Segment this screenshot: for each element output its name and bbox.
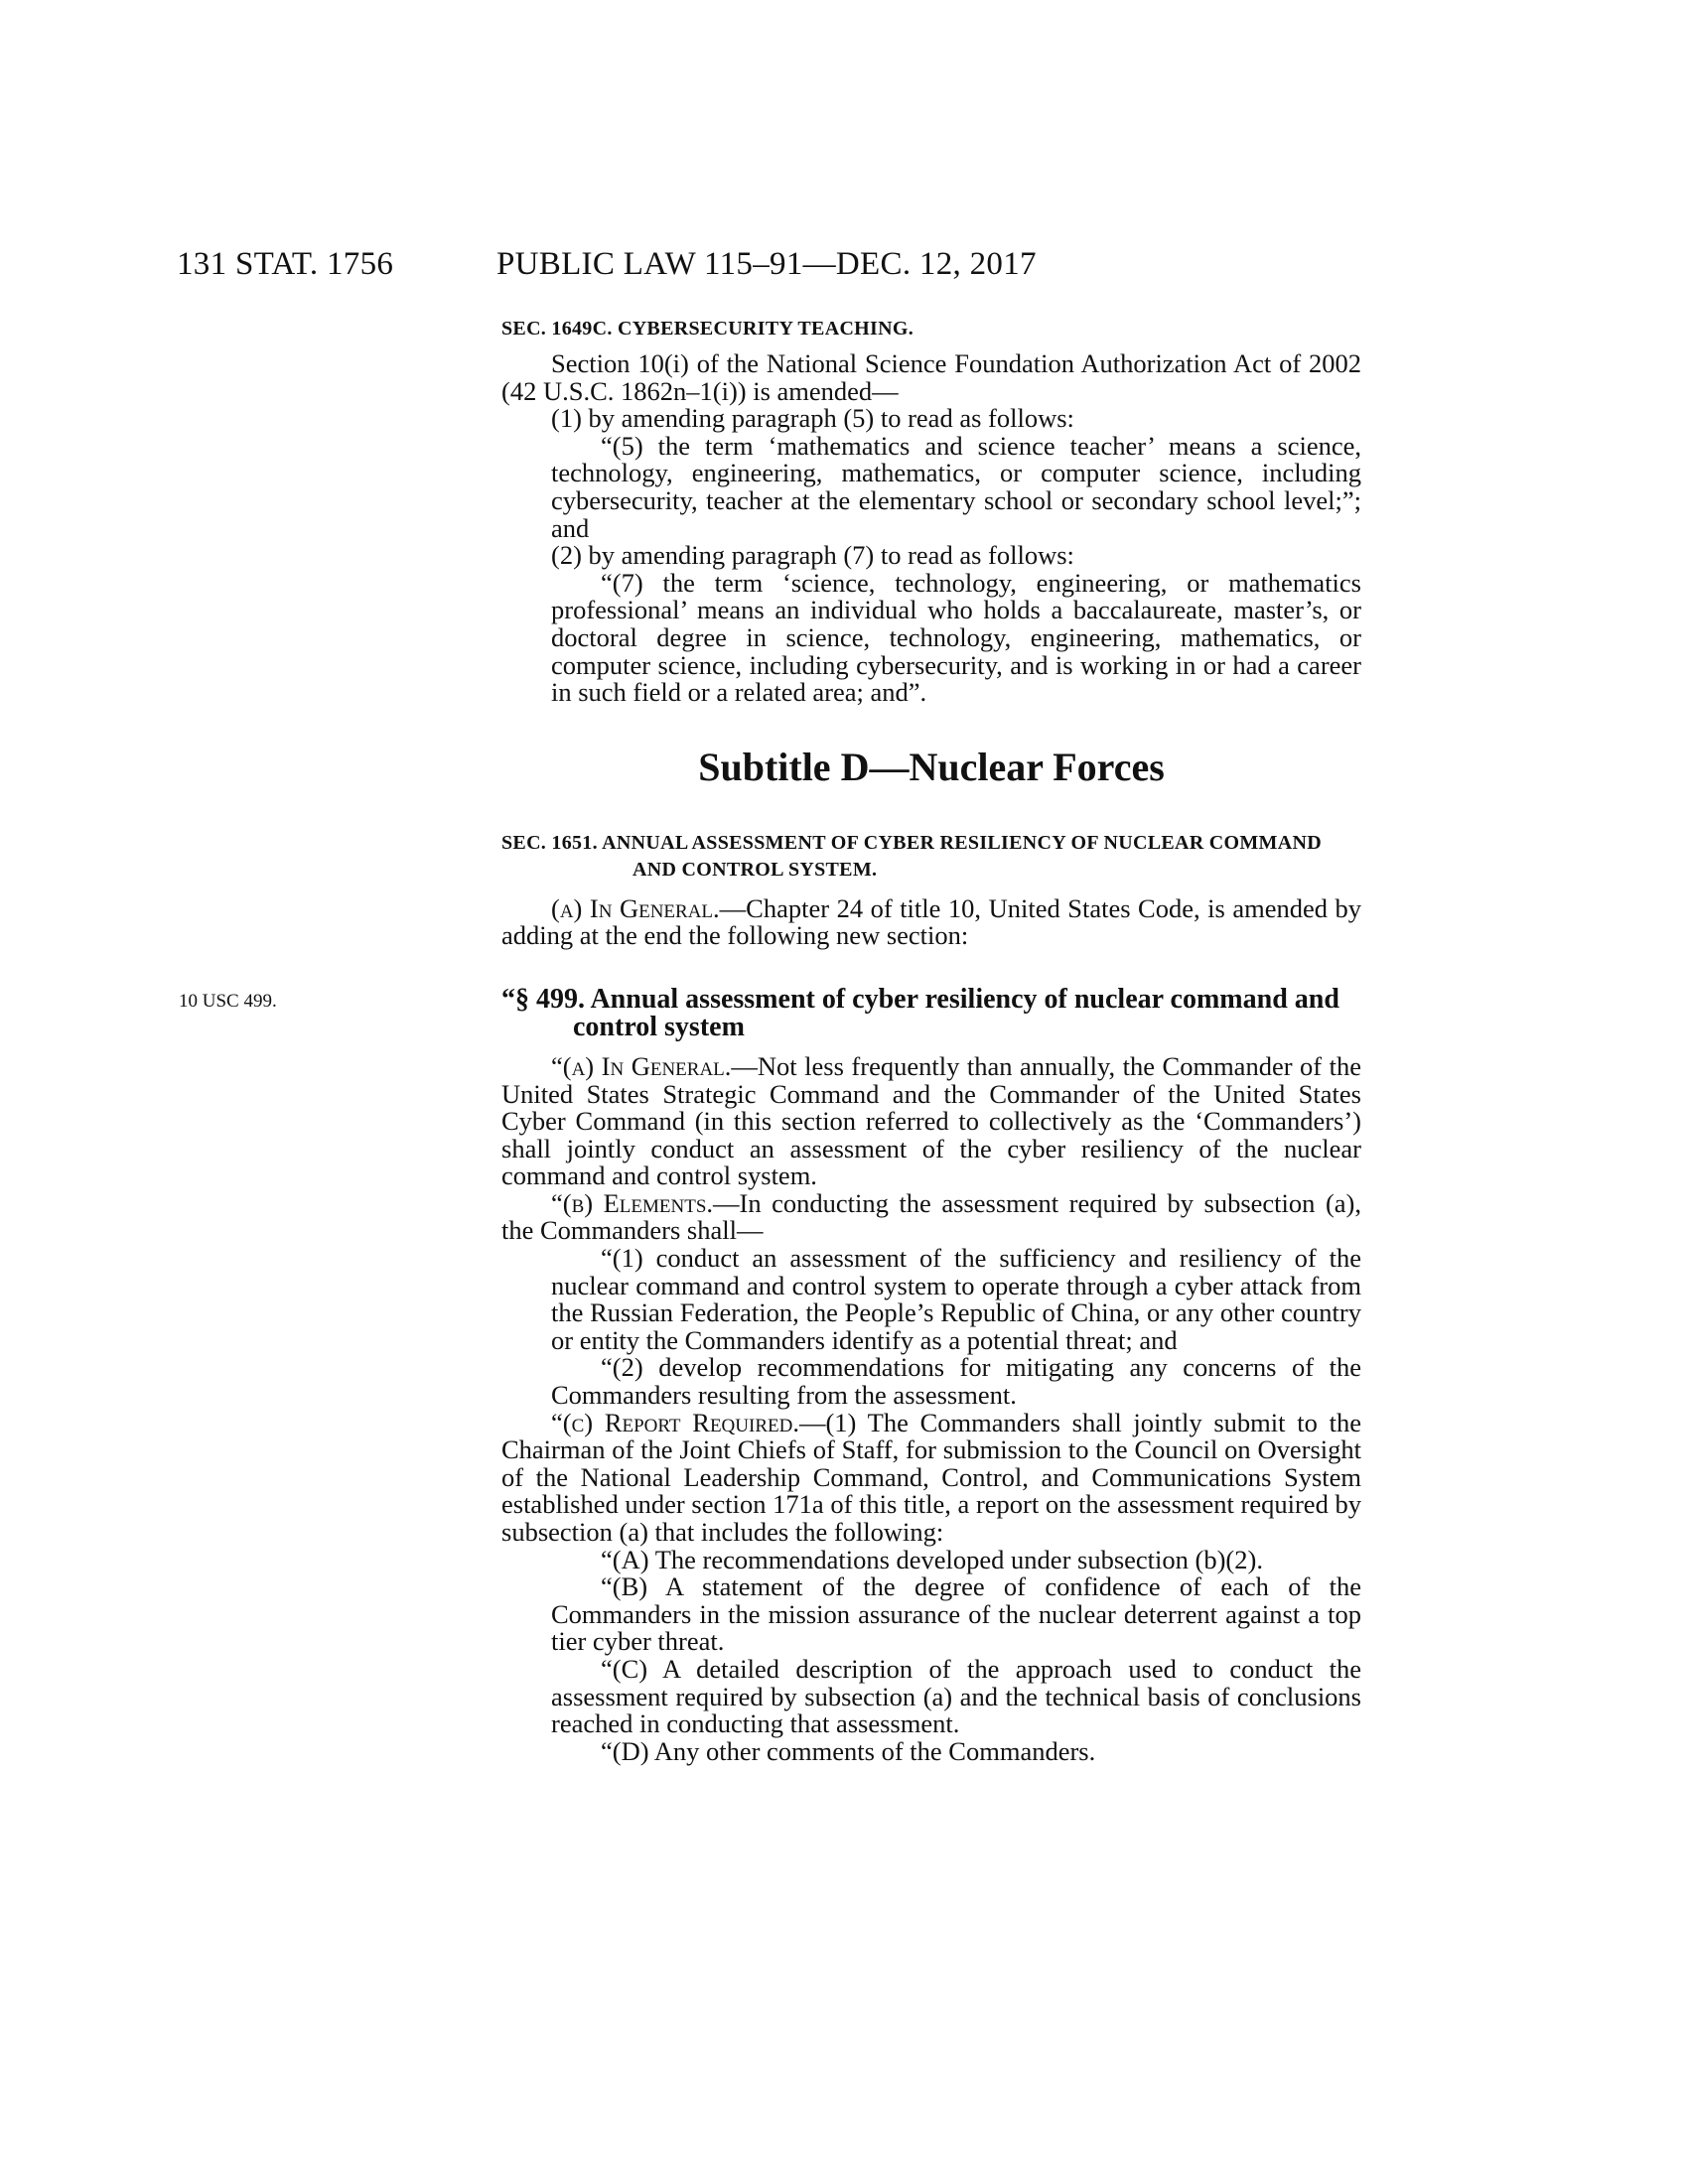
label-sc: “(c) Report Required.: [551, 1407, 799, 1437]
paragraph-cA: “(A) The recommendations developed under subsection (b)(2).: [601, 1544, 1263, 1574]
paragraph-cD: “(D) Any other comments of the Commanders.: [601, 1735, 1096, 1766]
quoted-paragraph-5: “(5) the term ‘mathematics and science teacher’ means a science, technology, engineering, mathematics, or computer science, including cybersecurity, teacher at the elementary school or secondary school level;”; and: [551, 430, 1361, 543]
text-a: —Chapter 24 of title 10, United States Code, is amended by adding at the end the following new section:: [501, 892, 1362, 951]
text-sb: —In conducting the assessment required by subsection (a), the Commanders shall—: [501, 1187, 1361, 1246]
document-body: [501, 316, 1361, 1765]
subtitle-heading: Subtitle D—Nuclear Forces: [698, 744, 1165, 789]
paragraph-b1: “(1) conduct an assessment of the sufficiency and resiliency of the nuclear command and control system to operate through a cyber attack from the Russian Federation, the People’s Republic of China, or any other country or entity the Commanders identify as a potential threat; and: [551, 1243, 1361, 1355]
running-header: PUBLIC LAW 115–91—DEC. 12, 2017: [496, 246, 1037, 282]
section-heading-1649c: SEC. 1649C. CYBERSECURITY TEACHING.: [501, 318, 914, 340]
text-sa: —Not less frequently than annually, the Commander of the United States Strategic Command and the Commander of the United States Cyber Command (in this section referred to collectively as the ‘Commanders’) shall jointly conduct an assessment of the cyber resiliency of the nuclear command and control system.: [501, 1050, 1362, 1191]
label-in-general: (a) In General.: [551, 892, 720, 923]
quoted-paragraph-7: “(7) the term ‘science, technology, engineering, or mathematics professional’ means an individual who holds a baccalaureate, master’s, or doctoral degree in science, technology, engineering, mathematics, or computer science, including cybersecurity, and is working in or had a career in such field or a related area; and”.: [551, 567, 1361, 708]
subsection-a: [501, 1050, 1362, 1191]
amendment-item-2: (2) by amending paragraph (7) to read as follows:: [551, 540, 1074, 571]
usc-section-heading: “§ 499. Annual assessment of cyber resiliency of nuclear command and control system: [501, 983, 1339, 1042]
paragraph-intro: Section 10(i) of the National Science Foundation Authorization Act of 2002 (42 U.S.C. 1862n–1(i)) is amended—: [501, 348, 1361, 406]
paragraph-b2: “(2) develop recommendations for mitigating any concerns of the Commanders resulting from the assessment.: [551, 1352, 1361, 1411]
subsection-b: [501, 1187, 1361, 1246]
amendment-item-1: (1) by amending paragraph (5) to read as follows:: [551, 403, 1074, 434]
subsection-c: [501, 1407, 1362, 1547]
label-sb: “(b) Elements.: [551, 1187, 714, 1218]
paragraph-cB: “(B) A statement of the degree of confidence of each of the Commanders in the mission assurance of the nuclear deterrent against a top tier cyber threat.: [551, 1571, 1361, 1657]
paragraph-a: [501, 892, 1362, 951]
paragraph-cC: “(C) A detailed description of the approach used to conduct the assessment required by subsection (a) and the technical basis of conclusions reached in conducting that assessment.: [551, 1653, 1361, 1739]
margin-note-usc: 10 USC 499.: [179, 990, 277, 1012]
label-sa: “(a) In General.: [551, 1050, 732, 1081]
statute-page-number: 131 STAT. 1756: [177, 246, 394, 282]
text-sc: —(1) The Commanders shall jointly submit to the Chairman of the Joint Chiefs of Staff, for submission to the Council on Oversight of the National Leadership Command, Control, and Communications System established under section 171a of this title, a report on the assessment required by subsection (a) that includes the following:: [501, 1407, 1362, 1547]
section-heading-1651: SEC. 1651. ANNUAL ASSESSMENT OF CYBER RESILIENCY OF NUCLEAR COMMAND AND CONTROL SYSTEM.: [501, 831, 1322, 881]
